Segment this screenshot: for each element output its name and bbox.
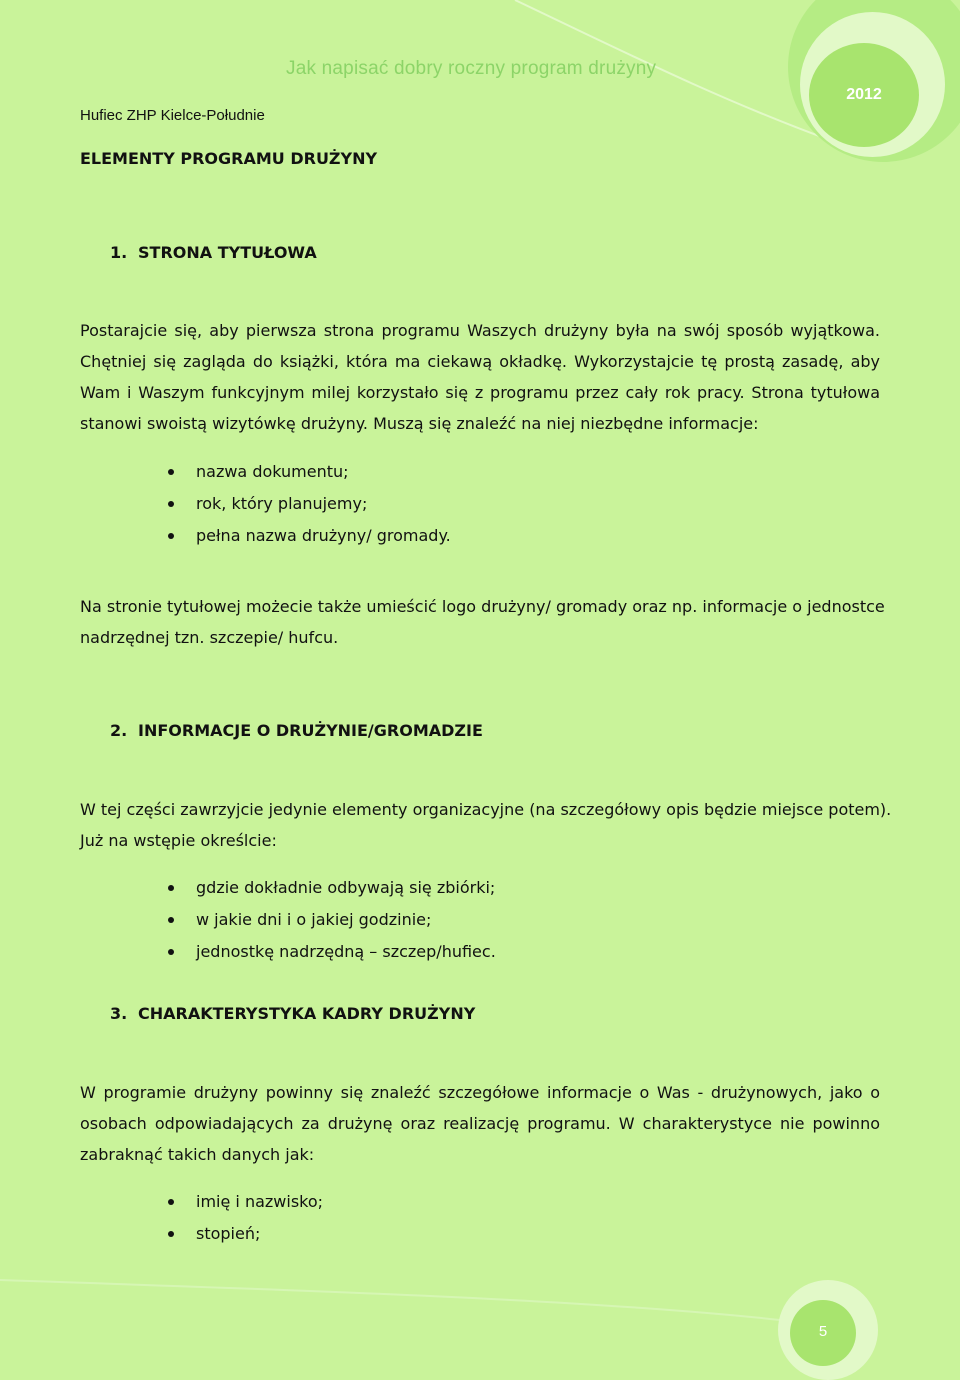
paragraph-line: Wam i Waszym funkcyjnym milej korzystało się z programu przez cały rok pracy. Strona tytułowa <box>80 383 880 402</box>
section-3-intro <box>80 1077 880 1170</box>
bullet-icon <box>168 469 174 475</box>
list-item <box>168 1218 323 1250</box>
section-1-bullet-list <box>168 456 451 552</box>
page-number: 5 <box>818 1322 828 1340</box>
list-item-text: stopień; <box>196 1224 261 1243</box>
section-2-heading <box>110 721 483 740</box>
paragraph-line: stanowi swoistą wizytówkę drużyny. Muszą się znaleźć na niej niezbędne informacje: <box>80 414 759 433</box>
section-1-number: 1. <box>110 243 128 262</box>
section-1-outro <box>80 591 885 653</box>
document-heading: ELEMENTY PROGRAMU DRUŻYNY <box>80 149 378 168</box>
bullet-icon <box>168 1199 174 1205</box>
section-3-number: 3. <box>110 1004 128 1023</box>
section-1-heading <box>110 243 317 262</box>
list-item-text: w jakie dni i o jakiej godzinie; <box>196 910 432 929</box>
paragraph-line: Chętniej się zagląda do książki, która ma ciekawą okładkę. Wykorzystajcie tę prostą zasadę, aby <box>80 352 880 371</box>
paragraph-line: W tej części zawrzyjcie jedynie elementy organizacyjne (na szczegółowy opis będzie miejsce potem). <box>80 800 892 819</box>
list-item-text: imię i nazwisko; <box>196 1192 324 1211</box>
section-2-intro <box>80 794 892 856</box>
list-item-text: rok, który planujemy; <box>196 494 368 513</box>
list-item <box>168 488 451 520</box>
section-3-heading <box>110 1004 475 1023</box>
section-3-title: CHARAKTERYSTYKA KADRY DRUŻYNY <box>138 1004 476 1023</box>
section-2-bullet-list <box>168 872 496 968</box>
bullet-icon <box>168 949 174 955</box>
list-item <box>168 1186 323 1218</box>
list-item-text: pełna nazwa drużyny/ gromady. <box>196 526 451 545</box>
list-item <box>168 904 496 936</box>
bullet-icon <box>168 1231 174 1237</box>
paragraph-line: Już na wstępie określcie: <box>80 831 277 850</box>
list-item-text: jednostkę nadrzędną – szczep/hufiec. <box>196 942 496 961</box>
page-number-badge <box>790 1300 856 1366</box>
year-badge <box>809 43 919 147</box>
list-item <box>168 936 496 968</box>
paragraph-line: osobach odpowiadających za drużynę oraz realizację programu. W charakterystyce nie powinno <box>80 1114 880 1133</box>
list-item <box>168 872 496 904</box>
list-item <box>168 520 451 552</box>
bullet-icon <box>168 917 174 923</box>
bullet-icon <box>168 533 174 539</box>
bullet-icon <box>168 885 174 891</box>
paragraph-line: nadrzędnej tzn. szczepie/ hufcu. <box>80 628 339 647</box>
paragraph-line: zabraknąć takich danych jak: <box>80 1145 315 1164</box>
list-item-text: nazwa dokumentu; <box>196 462 349 481</box>
section-3-bullet-list <box>168 1186 323 1250</box>
section-2-number: 2. <box>110 721 128 740</box>
paragraph-line: Na stronie tytułowej możecie także umieścić logo drużyny/ gromady oraz np. informacje o jednostce <box>80 597 885 616</box>
section-1-intro <box>80 315 880 439</box>
header-title: Jak napisać dobry roczny program drużyny <box>286 58 657 79</box>
section-2-title: INFORMACJE O DRUŻYNIE/GROMADZIE <box>138 721 483 740</box>
paragraph-line: Postarajcie się, aby pierwsza strona programu Waszych drużyny była na swój sposób wyjątkowa. <box>80 321 880 340</box>
list-item-text: gdzie dokładnie odbywają się zbiórki; <box>196 878 496 897</box>
bullet-icon <box>168 501 174 507</box>
year-label: 2012 <box>846 86 882 103</box>
paragraph-line: W programie drużyny powinny się znaleźć szczegółowe informacje o Was - drużynowych, jako o <box>80 1083 880 1102</box>
list-item <box>168 456 451 488</box>
organization-name: Hufiec ZHP Kielce-Południe <box>80 107 265 124</box>
section-1-title: STRONA TYTUŁOWA <box>138 243 317 262</box>
